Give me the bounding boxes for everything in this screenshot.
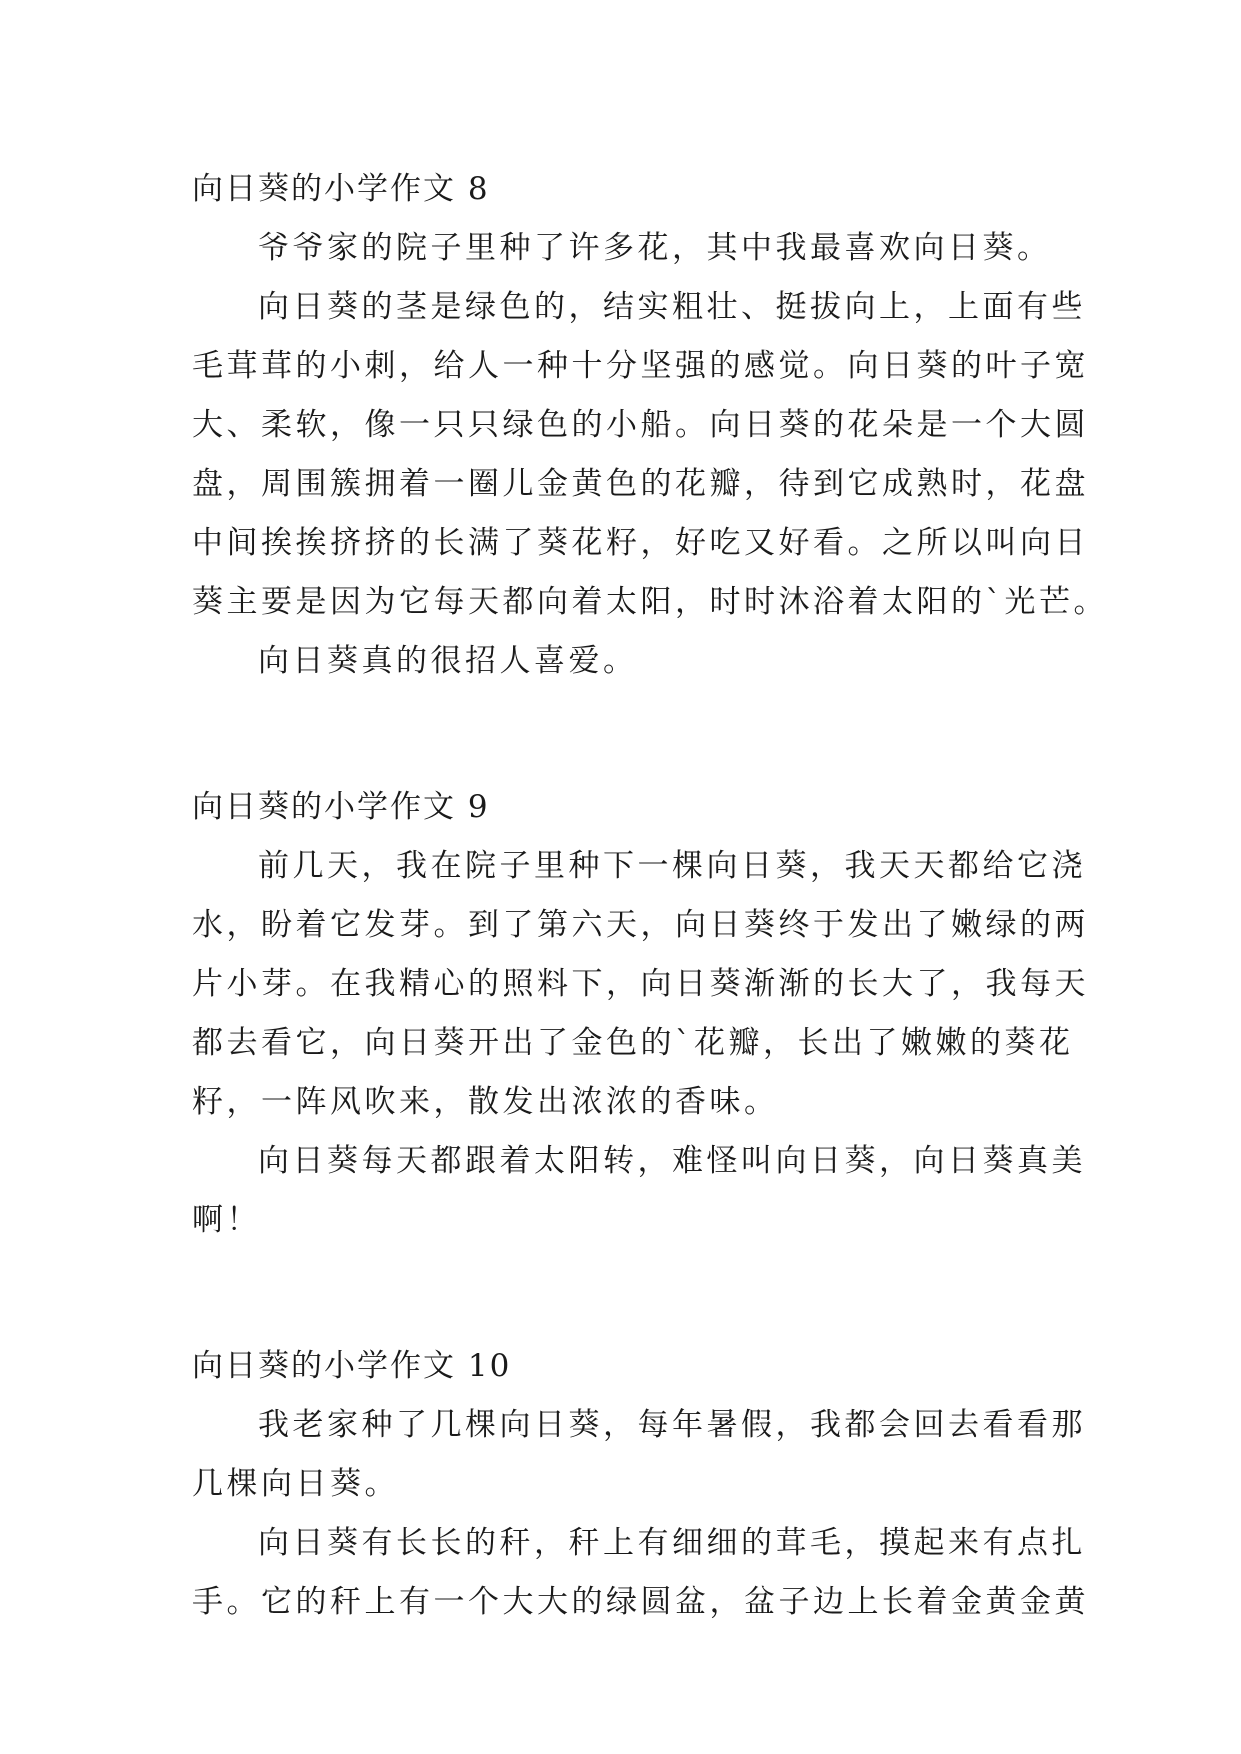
paragraph-line: 前几天，我在院子里种下一棵向日葵，我天天都给它浇	[258, 848, 1086, 884]
paragraph-line: 毛茸茸的小刺，给人一种十分坚强的感觉。向日葵的叶子宽	[192, 348, 1089, 384]
paragraph-line: 啊！	[192, 1202, 261, 1238]
paragraph	[192, 1514, 1089, 1632]
paragraph-line: 爷爷家的院子里种了许多花，其中我最喜欢向日葵。	[258, 230, 1052, 266]
paragraph	[192, 1396, 1086, 1514]
document-body	[192, 160, 1108, 1632]
paragraph-line: 中间挨挨挤挤的长满了葵花籽，好吃又好看。之所以叫向日	[192, 525, 1089, 561]
paragraph-line: 向日葵每天都跟着太阳转，难怪叫向日葵，向日葵真美	[258, 1143, 1086, 1179]
paragraph-line: 手。它的秆上有一个大大的绿圆盆，盆子边上长着金黄金黄	[192, 1584, 1089, 1620]
paragraph-line: 向日葵的茎是绿色的，结实粗壮、挺拔向上，上面有些	[258, 289, 1086, 325]
paragraph-line: 都去看它，向日葵开出了金色的`花瓣，长出了嫩嫩的葵花	[192, 1025, 1074, 1061]
paragraph	[192, 219, 1058, 278]
essay-section-8	[192, 160, 1108, 691]
section-gap	[192, 691, 1058, 778]
paragraph-line: 葵主要是因为它每天都向着太阳，时时沐浴着太阳的`光芒。	[192, 584, 1108, 620]
paragraph-line: 我老家种了几棵向日葵，每年暑假，我都会回去看看那	[258, 1407, 1086, 1443]
paragraph	[192, 837, 1089, 1132]
paragraph-line: 片小芽。在我精心的照料下，向日葵渐渐的长大了，我每天	[192, 966, 1089, 1002]
section-title: 向日葵的小学作文 10	[192, 1348, 512, 1384]
paragraph-line: 向日葵真的很招人喜爱。	[258, 643, 638, 679]
paragraph-line: 几棵向日葵。	[192, 1466, 399, 1502]
section-title: 向日葵的小学作文 9	[192, 789, 490, 825]
paragraph-line: 籽，一阵风吹来，散发出浓浓的香味。	[192, 1084, 779, 1120]
paragraph	[192, 632, 1058, 691]
paragraph-line: 向日葵有长长的秆，秆上有细细的茸毛，摸起来有点扎	[258, 1525, 1086, 1561]
section-gap	[192, 1250, 1058, 1337]
paragraph-line: 大、柔软，像一只只绿色的小船。向日葵的花朵是一个大圆	[192, 407, 1089, 443]
section-title: 向日葵的小学作文 8	[192, 171, 490, 207]
paragraph-line: 盘，周围簇拥着一圈儿金黄色的花瓣，待到它成熟时，花盘	[192, 466, 1089, 502]
paragraph	[192, 1132, 1086, 1250]
essay-section-9	[192, 778, 1089, 1250]
essay-section-10	[192, 1337, 1089, 1632]
paragraph	[192, 278, 1108, 632]
paragraph-line: 水，盼着它发芽。到了第六天，向日葵终于发出了嫩绿的两	[192, 907, 1089, 943]
